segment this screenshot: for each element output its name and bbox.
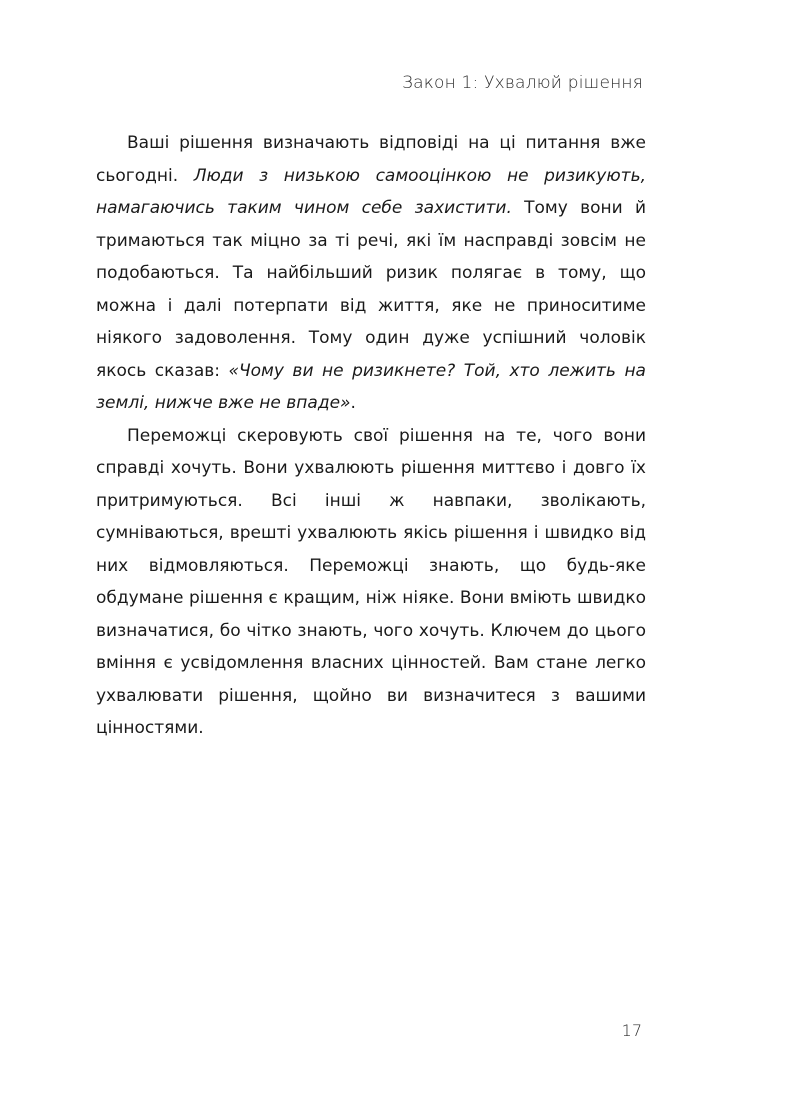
paragraph-1-period: .	[350, 393, 356, 413]
paragraph-1-text-b: Тому вони й тримаються так міцно за ті речі, які їм насправді зовсім не подобаються. Та найбільший ризик полягає в тому, що можна і далі потерпати від життя, яке не приноситиме ніякого задоволення. Тому один дуже успішний чоловік якось сказав:	[96, 198, 647, 381]
paragraph-1	[96, 127, 646, 420]
paragraph-1-italic-a: Люди з низькою самооцінкою не ризикують, намагаючись таким чином себе захистити.	[96, 165, 646, 218]
paragraph-1-text-a: Ваші рішення визначають відповіді на ці питання вже сьогодні.	[96, 133, 646, 186]
paragraph-1-italic-quote: «Чому ви не ризикнете? Той, хто лежить на землі, нижче вже не впаде»	[96, 360, 646, 413]
paragraph-2: Переможці скеровують свої рішення на те, чого вони справді хочуть. Вони ухвалюють рішення миттєво і довго їх притримуються. Всі інші ж навпаки, зволікають, сумніваються, врешті ухвалюють якісь рішення і швидко від них відмовляються. Переможці знають, що будь-яке обдумане рішення є кращим, ніж ніяке. Вони вміють швидко визначатися, бо чітко знають, чого хочуть. Ключем до цього вміння є усвідомлення власних цінностей. Вам стане легко ухвалювати рішення, щойно ви визначитеся з вашими цінностями.	[96, 425, 646, 738]
body-text	[96, 127, 646, 745]
running-header: Закон 1: Ухвалюй рішення	[402, 73, 643, 93]
page-number: 17	[621, 1021, 642, 1040]
